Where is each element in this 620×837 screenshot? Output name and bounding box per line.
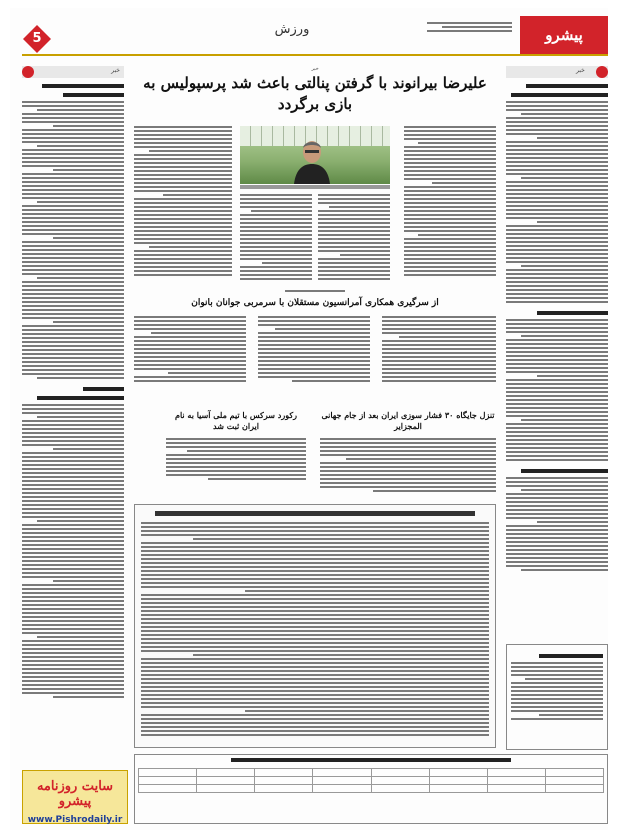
third-story-headline: تنزل جایگاه ۳۰ فشار سوزی ایران بعد از جام جهانی المجزایر (321, 410, 495, 431)
main-photo (240, 126, 390, 184)
main-story-col-3 (318, 194, 390, 282)
right-notice-title (539, 654, 603, 658)
left-column-header (22, 66, 124, 78)
coach-portrait-icon (290, 134, 334, 184)
site-logo-name: سایت روزنامه پیشرو (36, 779, 114, 809)
fourth-story-headline: رکورد سرکس با تیم ملی آسیا به نام ایران ثبت شد (175, 410, 297, 431)
main-kicker: خبر (311, 66, 319, 72)
notice-title (155, 511, 475, 516)
tender-table-box (134, 754, 608, 824)
left-story-headline (42, 84, 124, 88)
section-marker-icon (596, 66, 608, 78)
section-marker-icon (22, 66, 34, 78)
masthead-logo: پیشرو (520, 16, 608, 54)
second-story-headline: از سرگیری همکاری آمرانسیون مستقلان با سرمربی جوانان بانوان (191, 298, 439, 308)
legal-notice-box (134, 504, 496, 748)
second-story-col-1 (134, 316, 246, 384)
right-notice-box (506, 644, 608, 750)
issue-meta (412, 22, 512, 34)
table-row (139, 785, 604, 793)
tender-title (231, 758, 511, 762)
left-news-column (22, 66, 124, 766)
newspaper-page (10, 8, 608, 830)
left-story2-body (22, 404, 124, 698)
page-number-badge (22, 24, 52, 54)
site-logo[interactable] (22, 770, 128, 824)
fourth-story-body (166, 438, 306, 482)
photo-caption (240, 185, 390, 189)
page-header (22, 16, 608, 56)
site-logo-url: www.Pishrodaily.ir (27, 815, 123, 825)
right-story-headline-2 (511, 93, 608, 97)
left-story2-headline (83, 387, 124, 391)
right-notice-body (511, 662, 603, 720)
second-story-kicker (134, 290, 496, 294)
left-story-headline-2 (63, 93, 124, 97)
main-headline: علیرضا بیرانوند با گرفتن پنالتی باعث شد پرسپولیس به بازی برگردد (143, 74, 487, 113)
right-story2-body (506, 319, 608, 461)
table-row (139, 769, 604, 777)
main-story-col-left (134, 126, 232, 278)
left-story2-headline-2 (37, 396, 124, 400)
right-story3-headline (521, 469, 608, 473)
right-news-column (506, 66, 608, 641)
main-story-col-2 (240, 194, 312, 282)
left-column-label: خبر (111, 67, 120, 74)
right-story-headline (526, 84, 608, 88)
section-title: ورزش (274, 22, 310, 37)
second-story-col-3 (382, 316, 496, 384)
right-story-body (506, 101, 608, 303)
right-column-label: خبر (576, 67, 585, 74)
right-story2-headline (537, 311, 608, 315)
right-story3-body (506, 477, 608, 571)
left-story-body (22, 101, 124, 379)
table-row (139, 777, 604, 785)
notice-body (141, 522, 489, 736)
page-number: 5 (32, 31, 42, 46)
third-story-body (320, 438, 496, 494)
second-story-col-2 (258, 316, 370, 384)
main-story-intro (404, 126, 496, 278)
tender-table (138, 768, 604, 793)
right-column-header (506, 66, 608, 78)
